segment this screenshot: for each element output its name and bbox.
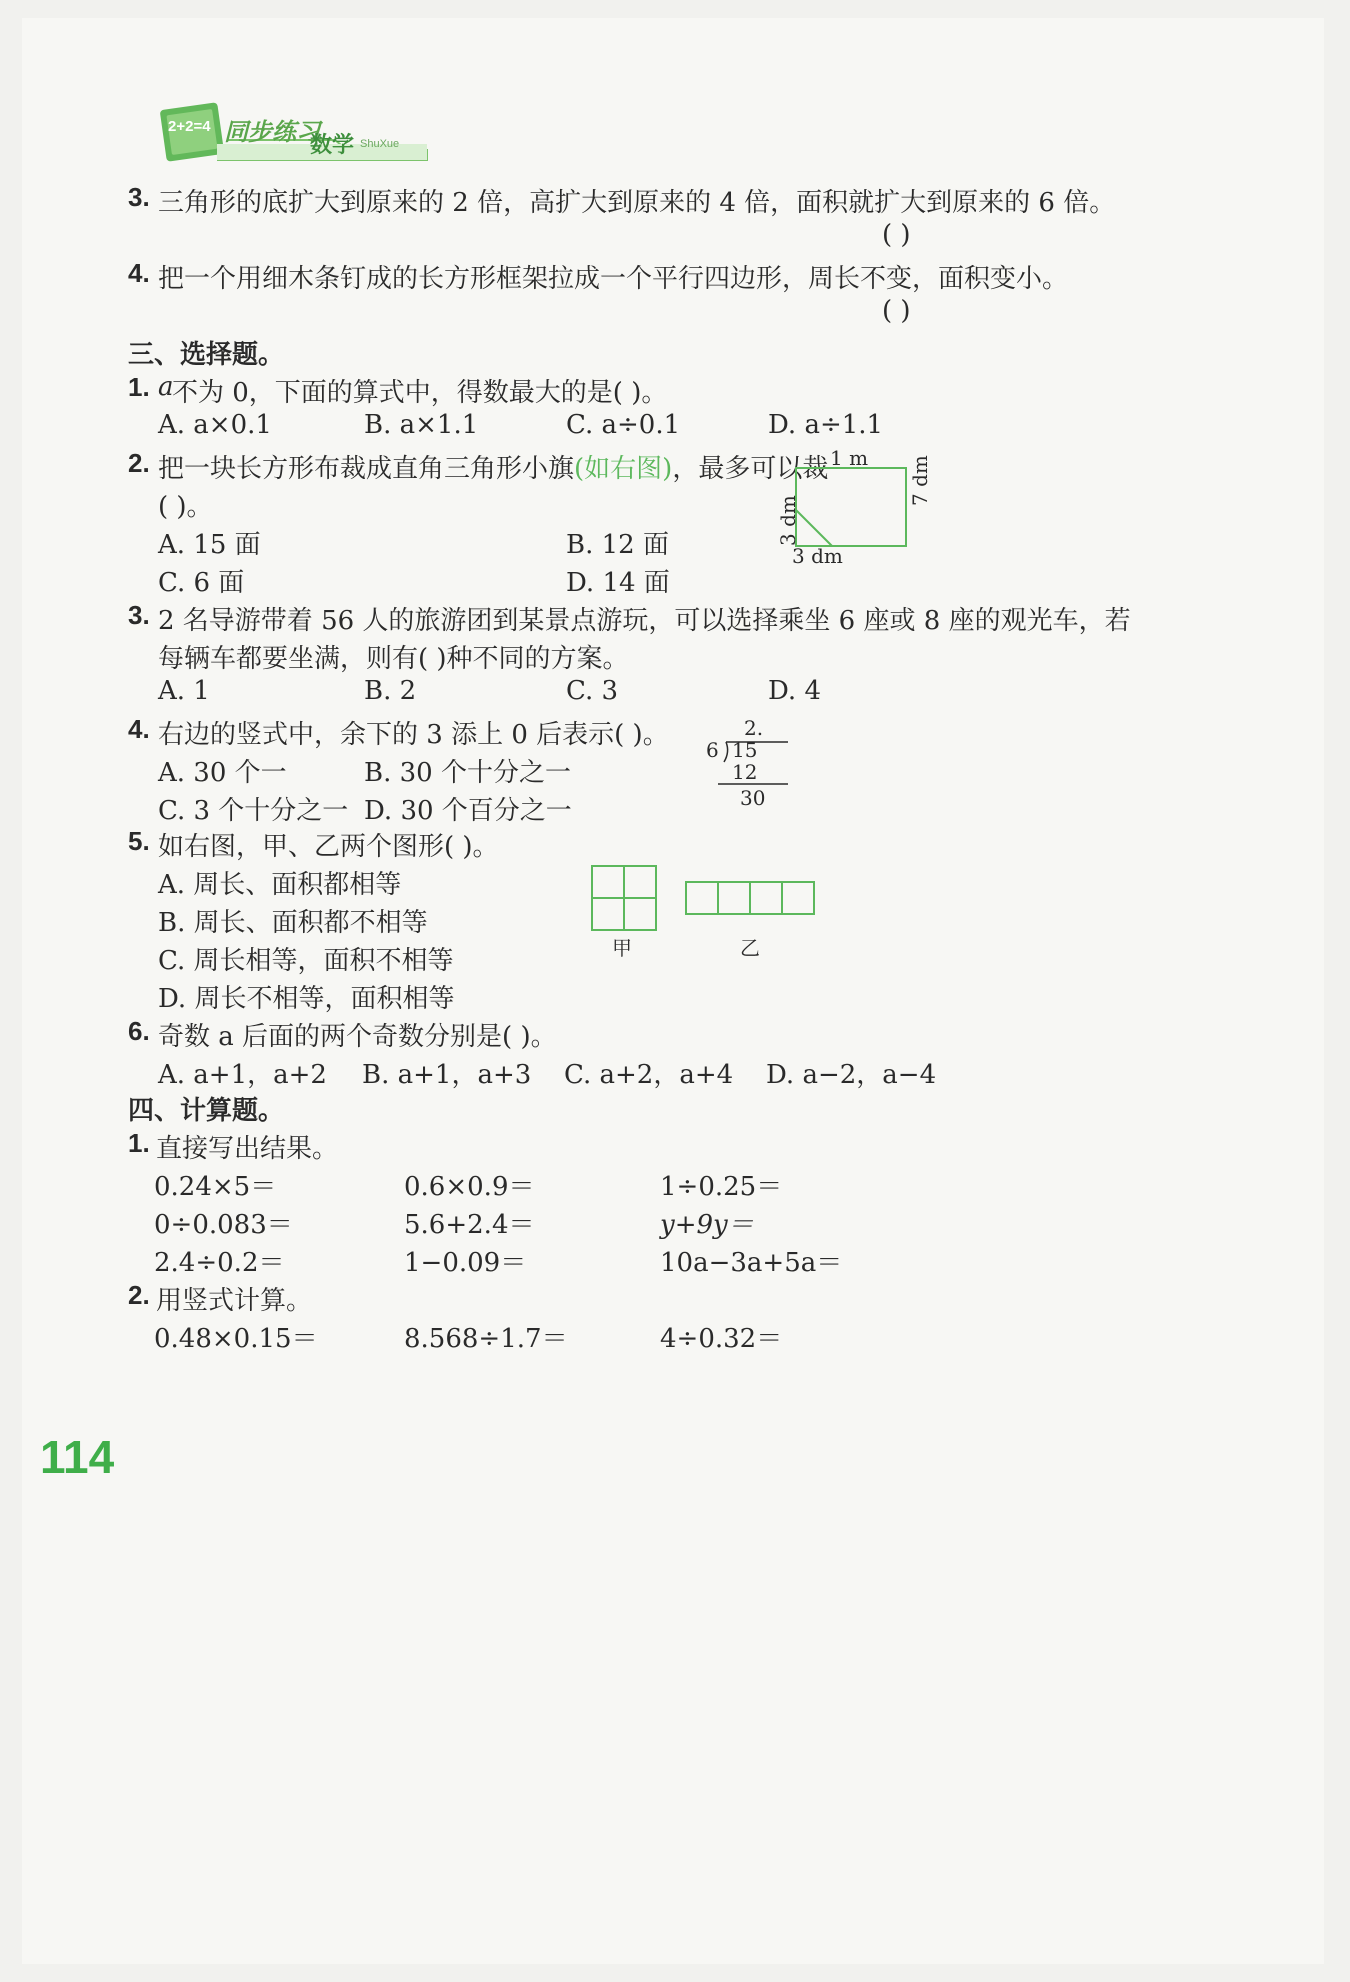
choice-q2-hint: (如右图): [574, 454, 673, 484]
choice-q6-text: 奇数 a 后面的两个奇数分别是( )。: [158, 1022, 557, 1052]
calc-q1-item[interactable]: y+9y＝: [660, 1210, 754, 1240]
choice-q4-number: 4.: [128, 714, 150, 744]
choice-q4-option-c[interactable]: C. 3 个十分之一: [158, 796, 349, 826]
choice-q5-option-a[interactable]: A. 周长、面积都相等: [158, 870, 402, 900]
choice-q2-text-part2: ，最多可以裁: [672, 454, 829, 484]
choice-q6-option-c[interactable]: C. a+2，a+4: [564, 1060, 734, 1090]
judge-q3-answer-blank[interactable]: ( ): [882, 220, 911, 250]
choice-q3-option-c[interactable]: C. 3: [566, 676, 619, 706]
figure-jia-grid: [592, 866, 656, 930]
choice-q5-option-c[interactable]: C. 周长相等，面积不相等: [158, 946, 454, 976]
choice-q1-text: 不为 0，下面的算式中，得数最大的是( )。: [172, 378, 668, 408]
choice-q5-number: 5.: [128, 826, 150, 856]
judge-q3-number: 3.: [128, 182, 150, 212]
calc-q1-item[interactable]: 1÷0.25＝: [660, 1172, 783, 1202]
division-quotient: 2.: [744, 716, 764, 740]
header-title: 同步练习: [224, 118, 320, 146]
choice-q1-option-b[interactable]: B. a×1.1: [364, 410, 479, 440]
figure-yi-row: [686, 882, 814, 914]
judge-q3-text: 三角形的底扩大到原来的 2 倍，高扩大到原来的 4 倍，面积就扩大到原来的 6 倍。: [158, 188, 1116, 218]
choice-q4-text: 右边的竖式中，余下的 3 添上 0 后表示( )。: [158, 720, 669, 750]
choice-q2-text-part1: 把一块长方形布裁成直角三角形小旗: [158, 454, 575, 484]
division-dividend: 15: [732, 738, 758, 762]
calc-q1-item[interactable]: 1−0.09＝: [404, 1248, 527, 1278]
calc-q2-item[interactable]: 8.568÷1.7＝: [404, 1324, 568, 1354]
figure-left-label: 3 dm: [776, 495, 800, 546]
choice-q5-option-b[interactable]: B. 周长、面积都不相等: [158, 908, 428, 938]
figure-jia-label: 甲: [612, 936, 632, 960]
choice-q6-option-a[interactable]: A. a+1，a+2: [158, 1060, 327, 1090]
calc-q1-text: 直接写出结果。: [156, 1134, 339, 1164]
choice-q6-option-d[interactable]: D. a−2，a−4: [766, 1060, 937, 1090]
choice-q2-option-a[interactable]: A. 15 面: [158, 530, 261, 560]
choice-q1-option-a[interactable]: A. a×0.1: [158, 410, 272, 440]
cloth-rectangle: [796, 468, 906, 546]
judge-q4-number: 4.: [128, 258, 150, 288]
choice-q2-option-b[interactable]: B. 12 面: [566, 530, 669, 560]
division-bracket-curve: [724, 742, 728, 762]
calc-section-heading: 四、计算题。: [128, 1096, 285, 1126]
calc-q1-number: 1.: [128, 1128, 150, 1158]
calc-q1-item[interactable]: 5.6+2.4＝: [404, 1210, 535, 1240]
triangle-flag-hypotenuse: [796, 510, 832, 546]
figure-yi-label: 乙: [740, 936, 760, 960]
choice-q4-option-a[interactable]: A. 30 个一: [158, 758, 287, 788]
judge-q4-answer-blank[interactable]: ( ): [882, 296, 911, 326]
figure-right-label: 7 dm: [908, 455, 932, 506]
choice-q5-option-d[interactable]: D. 周长不相等，面积相等: [158, 984, 455, 1014]
calc-q1-item[interactable]: 0.24×5＝: [154, 1172, 277, 1202]
workbook-page: [22, 18, 1324, 1964]
choice-q1-option-c[interactable]: C. a÷0.1: [566, 410, 681, 440]
choice-q3-option-d[interactable]: D. 4: [768, 676, 821, 706]
division-remainder: 30: [740, 786, 766, 810]
figure-bottom-label: 3 dm: [792, 544, 843, 568]
calc-q1-item[interactable]: 2.4÷0.2＝: [154, 1248, 285, 1278]
choice-q3-text-line2: 每辆车都要坐满，则有( )种不同的方案。: [158, 644, 629, 674]
choice-q4-option-d[interactable]: D. 30 个百分之一: [364, 796, 572, 826]
squares-figures: [588, 864, 828, 934]
calc-q2-number: 2.: [128, 1280, 150, 1310]
page-number: 114: [40, 1431, 115, 1483]
choice-q1-number: 1.: [128, 372, 150, 402]
choice-q5-text: 如右图，甲、乙两个图形( )。: [158, 832, 499, 862]
choice-q2-number: 2.: [128, 448, 150, 478]
choice-q1-option-d[interactable]: D. a÷1.1: [768, 410, 884, 440]
header-badge: 2+2=4: [168, 118, 211, 135]
choice-q2-blank[interactable]: ( )。: [158, 492, 213, 522]
choice-q3-option-a[interactable]: A. 1: [158, 676, 210, 706]
calc-q2-text: 用竖式计算。: [156, 1286, 313, 1316]
choice-q2-text: [158, 448, 828, 485]
choice-q2-option-c[interactable]: C. 6 面: [158, 568, 245, 598]
choice-q1-variable: a: [158, 372, 174, 402]
choice-q3-option-b[interactable]: B. 2: [364, 676, 417, 706]
header-subject: 数学: [310, 133, 355, 158]
choice-q4-option-b[interactable]: B. 30 个十分之一: [364, 758, 571, 788]
division-product: 12: [732, 760, 758, 784]
calc-q2-item[interactable]: 4÷0.32＝: [660, 1324, 783, 1354]
choice-section-heading: 三、选择题。: [128, 340, 285, 370]
calc-q1-item[interactable]: 0.6×0.9＝: [404, 1172, 535, 1202]
choice-q2-option-d[interactable]: D. 14 面: [566, 568, 670, 598]
calc-q1-item[interactable]: 0÷0.083＝: [154, 1210, 293, 1240]
calc-q2-item[interactable]: 0.48×0.15＝: [154, 1324, 318, 1354]
choice-q6-option-b[interactable]: B. a+1，a+3: [362, 1060, 532, 1090]
division-divisor: 6: [706, 738, 719, 762]
figure-top-label: 1 m: [830, 446, 869, 470]
header-pinyin: ShuXue: [360, 138, 400, 150]
judge-q4-text: 把一个用细木条钉成的长方形框架拉成一个平行四边形，周长不变，面积变小。: [158, 264, 1069, 294]
choice-q3-text-line1: 2 名导游带着 56 人的旅游团到某景点游玩，可以选择乘坐 6 座或 8 座的观光车，若: [158, 606, 1131, 636]
choice-q3-number: 3.: [128, 600, 150, 630]
calc-q1-item[interactable]: 10a−3a+5a＝: [660, 1248, 843, 1278]
choice-q6-number: 6.: [128, 1016, 150, 1046]
